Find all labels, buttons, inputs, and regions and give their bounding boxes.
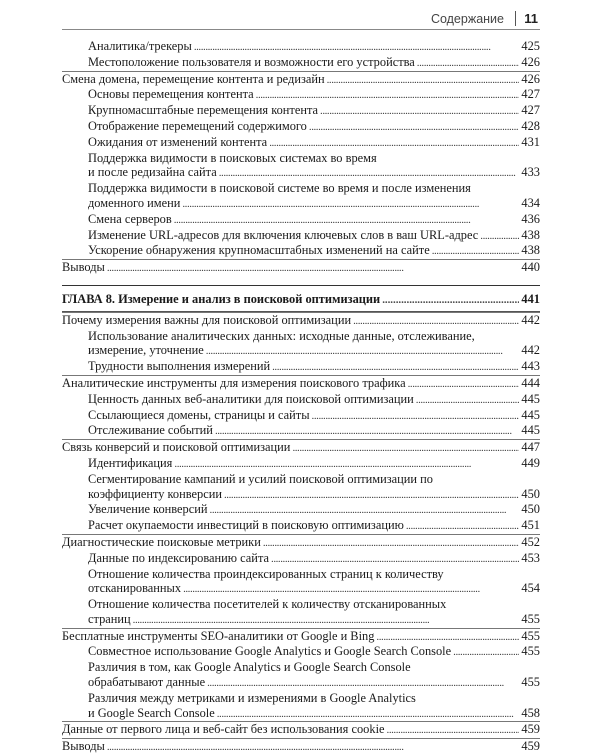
toc-subentry[interactable] <box>62 644 540 660</box>
entry-page: 449 <box>521 455 540 470</box>
entry-page: 426 <box>521 54 540 69</box>
entry-title-line1: Поддержка видимости в поисковой системе во время и после изменения <box>88 181 471 196</box>
entry-page: 451 <box>521 518 540 533</box>
toc-subentry[interactable] <box>62 212 540 228</box>
leader-dots <box>480 229 519 244</box>
entry-page: 438 <box>521 243 540 258</box>
header-divider <box>515 11 516 26</box>
leader-dots <box>183 582 519 597</box>
leader-dots <box>272 360 519 375</box>
leader-dots <box>215 424 519 439</box>
toc-subentry[interactable] <box>62 359 540 375</box>
toc-subentry[interactable] <box>62 103 540 119</box>
entry-title: и после редизайна сайта <box>88 165 217 180</box>
toc-section-top <box>62 39 540 276</box>
leader-dots <box>206 344 520 359</box>
leader-dots <box>271 552 519 567</box>
leader-dots <box>174 213 520 228</box>
entry-page: 459 <box>521 722 540 737</box>
toc-subentry[interactable] <box>62 472 540 503</box>
entry-title: доменного имени <box>88 195 181 210</box>
toc-subentry[interactable] <box>62 567 540 598</box>
entry-title: Трудности выполнения измерений <box>88 359 271 374</box>
entry-title: Расчет окупаемости инвестиций в поисковую оптимизацию <box>88 518 404 533</box>
toc-entry[interactable] <box>62 71 540 88</box>
entry-title: Увеличение конверсий <box>88 502 208 517</box>
leader-dots <box>194 40 520 55</box>
leader-dots <box>453 645 519 660</box>
entry-title: Ожидания от изменений контента <box>88 134 268 149</box>
entry-title: Аналитические инструменты для измерения поискового трафика <box>62 375 406 390</box>
entry-title: страниц <box>88 611 131 626</box>
entry-page: 455 <box>521 628 540 643</box>
leader-dots <box>432 244 520 259</box>
toc-entry[interactable] <box>62 439 540 456</box>
toc-subentry[interactable] <box>62 502 540 518</box>
toc-entry[interactable] <box>62 738 540 755</box>
toc-subentry[interactable] <box>62 660 540 691</box>
chapter-heading[interactable] <box>62 285 540 312</box>
table-of-contents <box>62 39 540 755</box>
leader-dots <box>406 519 520 534</box>
entry-title: Смена серверов <box>88 211 172 226</box>
entry-page: 433 <box>521 165 540 180</box>
toc-subentry[interactable] <box>62 551 540 567</box>
entry-title: Выводы <box>62 260 105 275</box>
running-header <box>62 12 540 30</box>
toc-subentry[interactable] <box>62 87 540 103</box>
entry-title: Ускорение обнаружения крупномасштабных изменений на сайте <box>88 243 430 258</box>
entry-page: 445 <box>521 391 540 406</box>
entry-title-line1: Сегментирование кампаний и усилий поисковой оптимизации по <box>88 471 433 486</box>
leader-dots <box>174 457 519 472</box>
entry-page: 445 <box>521 423 540 438</box>
entry-title-line1: Поддержка видимости в поисковых системах во время <box>88 150 377 165</box>
entry-title: Совместное использование Google Analytics и Google Search Console <box>88 644 452 659</box>
entry-page: 450 <box>521 502 540 517</box>
entry-title: Почему измерения важны для поисковой оптимизации <box>62 312 352 327</box>
leader-dots <box>210 503 520 518</box>
entry-title: отсканированных <box>88 581 182 596</box>
toc-subentry[interactable] <box>62 39 540 55</box>
toc-subentry[interactable] <box>62 228 540 244</box>
leader-dots <box>320 104 519 119</box>
toc-entry[interactable] <box>62 375 540 392</box>
leader-dots <box>133 613 520 628</box>
leader-dots <box>408 377 520 392</box>
entry-title: Идентификация <box>88 455 173 470</box>
entry-title-line1: Различия между метриками и измерениями в Google Analytics <box>88 690 416 705</box>
entry-title: Ссылающиеся домены, страницы и сайты <box>88 407 310 422</box>
toc-subentry[interactable] <box>62 392 540 408</box>
entry-page: 440 <box>521 260 540 275</box>
entry-page: 425 <box>521 39 540 53</box>
leader-dots <box>224 488 519 503</box>
entry-title: Данные по индексированию сайта <box>88 550 270 565</box>
entry-title: Диагностические поисковые метрики <box>62 534 261 549</box>
entry-page: 427 <box>521 103 540 118</box>
toc-subentry[interactable] <box>62 55 540 71</box>
leader-dots <box>182 197 519 212</box>
entry-title: Отображение перемещений содержимого <box>88 118 307 133</box>
entry-title: и Google Search Console <box>88 705 215 720</box>
entry-page: 458 <box>521 705 540 720</box>
entry-title-line1: Отношение количества проиндексированных страниц к количеству <box>88 566 444 581</box>
chapter-title: ГЛАВА 8. Измерение и анализ в поисковой оптимизации <box>62 291 381 306</box>
entry-title-line1: Отношение количества посетителей к количеству отсканированных <box>88 597 447 612</box>
entry-page: 431 <box>521 134 540 149</box>
toc-subentry[interactable] <box>62 423 540 439</box>
leader-dots <box>382 293 519 308</box>
entry-page: 455 <box>521 644 540 659</box>
page-number: 11 <box>524 11 538 26</box>
leader-dots <box>263 536 520 551</box>
entry-title-line1: Использование аналитических данных: исходные данные, отслеживание, <box>88 328 475 343</box>
toc-entry[interactable] <box>62 259 540 276</box>
leader-dots <box>107 261 520 276</box>
chapter-page: 441 <box>521 291 540 306</box>
toc-subentry[interactable] <box>62 329 540 360</box>
entry-title: Отслеживание событий <box>88 423 213 438</box>
toc-subentry[interactable] <box>62 597 540 628</box>
leader-dots <box>376 630 519 645</box>
entry-page: 443 <box>521 359 540 374</box>
entry-page: 445 <box>521 407 540 422</box>
entry-title: Крупномасштабные перемещения контента <box>88 103 319 118</box>
entry-page: 447 <box>521 440 540 455</box>
entry-page: 438 <box>521 227 540 242</box>
leader-dots <box>353 314 519 329</box>
toc-subentry[interactable] <box>62 151 540 182</box>
entry-page: 442 <box>521 312 540 327</box>
entry-title: Бесплатные инструменты SEO-аналитики от Google и Bing <box>62 628 375 643</box>
entry-title: Основы перемещения контента <box>88 87 254 102</box>
leader-dots <box>312 409 520 424</box>
leader-dots <box>292 441 519 456</box>
entry-title: Местоположение пользователя и возможности его устройства <box>88 54 415 69</box>
entry-page: 444 <box>521 375 540 390</box>
leader-dots <box>207 676 519 691</box>
entry-title: Изменение URL-адресов для включения ключевых слов в ваш URL-адрес <box>88 227 479 242</box>
entry-page: 454 <box>521 581 540 596</box>
entry-page: 450 <box>521 486 540 501</box>
toc-subentry[interactable] <box>62 243 540 259</box>
section-title: Содержание <box>430 12 504 26</box>
leader-dots <box>309 120 520 135</box>
entry-page: 455 <box>521 675 540 690</box>
toc-subentry[interactable] <box>62 181 540 212</box>
entry-title: измерение, уточнение <box>88 343 204 358</box>
leader-dots <box>387 723 520 738</box>
leader-dots <box>417 56 520 71</box>
toc-subentry[interactable] <box>62 691 540 722</box>
entry-title: Выводы <box>62 739 105 754</box>
entry-title: Аналитика/трекеры <box>88 39 192 53</box>
leader-dots <box>327 73 520 88</box>
entry-title-line1: Различия в том, как Google Analytics и Google Search Console <box>88 660 411 675</box>
toc-subentry[interactable] <box>62 456 540 472</box>
toc-subentry[interactable] <box>62 408 540 424</box>
toc-subentry[interactable] <box>62 518 540 534</box>
leader-dots <box>256 88 520 103</box>
entry-title: коэффициенту конверсии <box>88 486 222 501</box>
entry-title: Смена домена, перемещение контента и редизайн <box>62 71 325 86</box>
entry-page: 459 <box>521 739 540 754</box>
entry-page: 455 <box>521 611 540 626</box>
toc-subentry[interactable] <box>62 119 540 135</box>
toc-entry[interactable] <box>62 312 540 329</box>
toc-section-bottom <box>62 312 540 755</box>
toc-entry[interactable] <box>62 534 540 551</box>
leader-dots <box>269 136 519 151</box>
leader-dots <box>107 740 520 755</box>
entry-title: обрабатывают данные <box>88 675 206 690</box>
entry-page: 436 <box>521 211 540 226</box>
entry-page: 428 <box>521 118 540 133</box>
entry-page: 452 <box>521 534 540 549</box>
entry-page: 453 <box>521 550 540 565</box>
entry-title: Ценность данных веб-аналитики для поисковой оптимизации <box>88 391 414 406</box>
leader-dots <box>219 166 520 181</box>
toc-entry[interactable] <box>62 721 540 738</box>
entry-page: 434 <box>521 195 540 210</box>
toc-subentry[interactable] <box>62 135 540 151</box>
leader-dots <box>416 393 520 408</box>
entry-page: 426 <box>521 71 540 86</box>
entry-title: Связь конверсий и поисковой оптимизации <box>62 440 291 455</box>
entry-page: 427 <box>521 87 540 102</box>
entry-title: Данные от первого лица и веб-сайт без использования cookie <box>62 722 385 737</box>
entry-page: 442 <box>521 343 540 358</box>
toc-entry[interactable] <box>62 628 540 645</box>
leader-dots <box>217 707 520 722</box>
